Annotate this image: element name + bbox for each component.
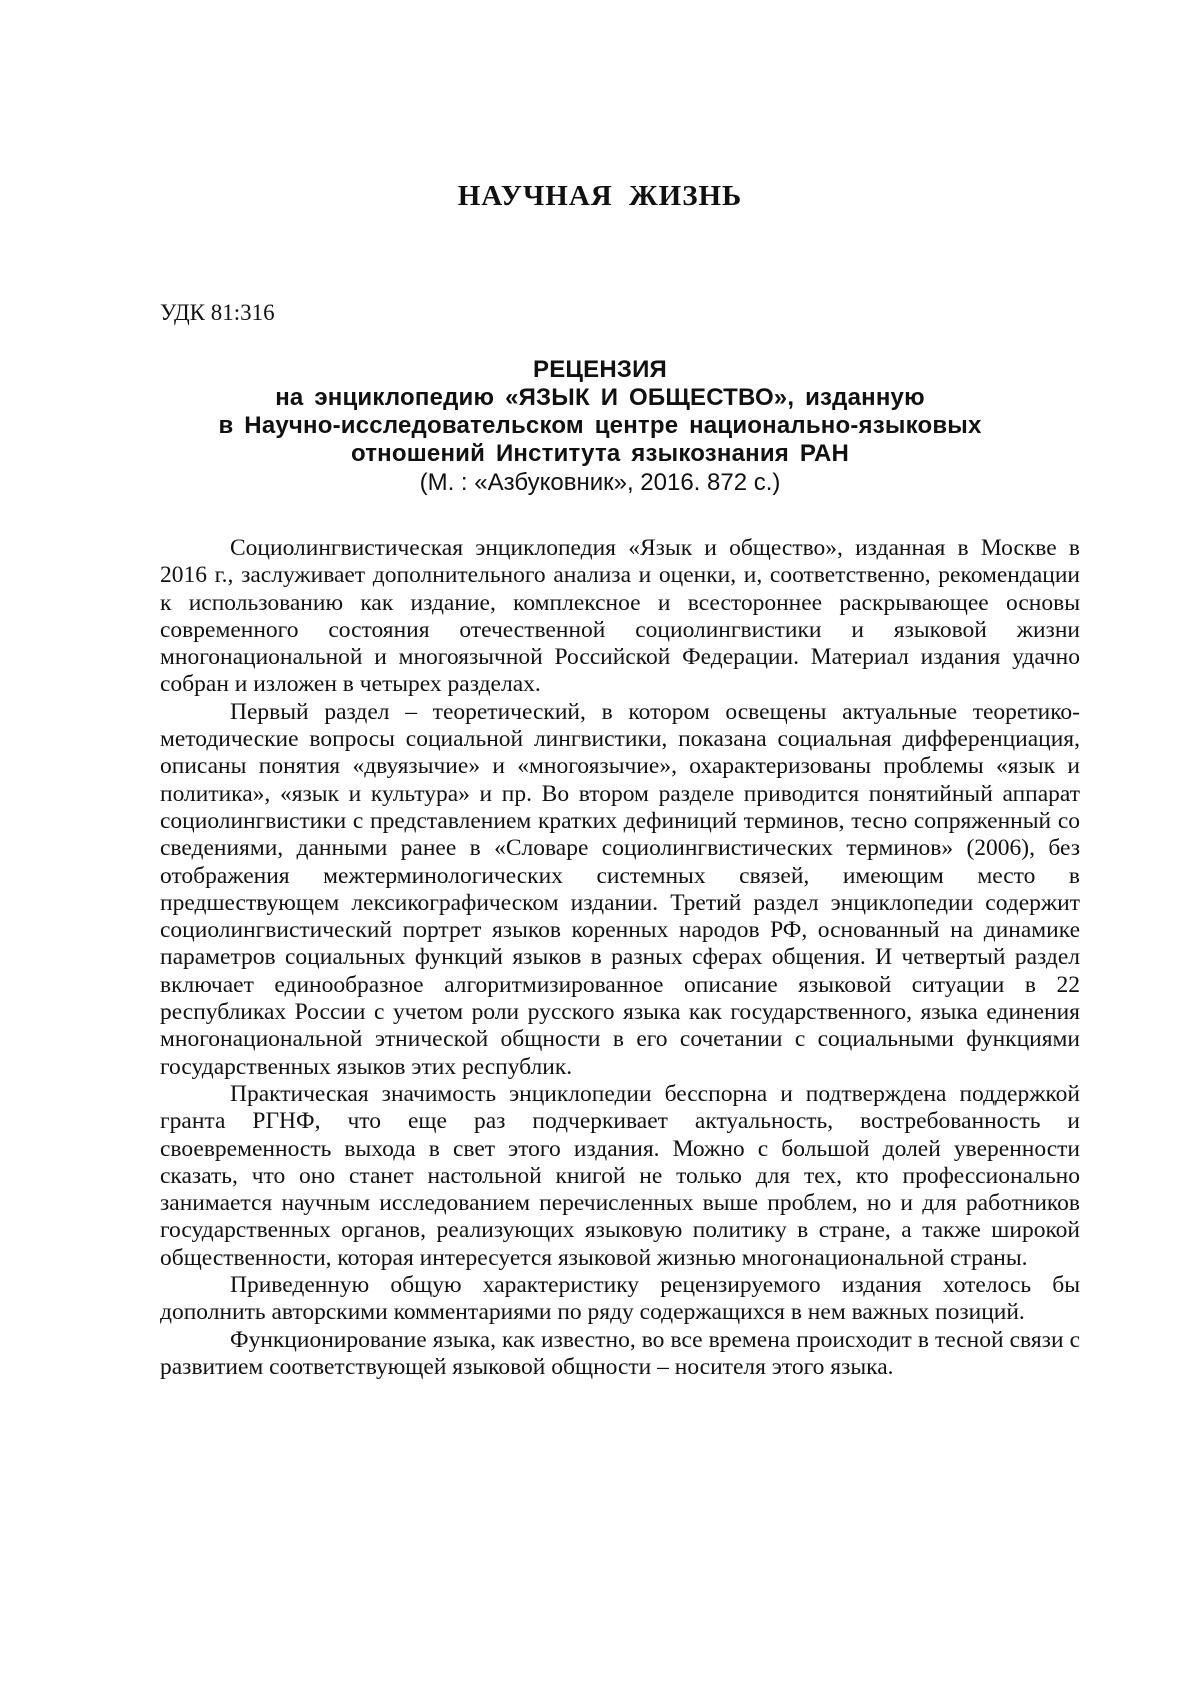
paragraph: Функционирование языка, как известно, во все времена происходит в тесной связи с развитием соответствующей языковой общности – носителя этого языка. bbox=[160, 1326, 1080, 1380]
udc-code: УДК 81:316 bbox=[160, 300, 275, 325]
paragraph: Практическая значимость энциклопедии бесспорна и подтверждена поддержкой гранта РГНФ, что еще раз подчеркивает актуальность, востребованность и своевременность выхода в свет этого издания. Можно с большой долей уверенности сказать, что оно станет настольной книгой не только для тех, кто профессионально занимается научным исследованием перечисленных выше проблем, но и для работников государственных органов, реализующих языковую политику в стране, а также широкой общественности, которая интересуется языковой жизнью многонациональной страны. bbox=[160, 1080, 1080, 1271]
review-title bbox=[150, 356, 1050, 498]
paragraph: Приведенную общую характеристику рецензируемого издания хотелось бы дополнить авторскими комментариями по ряду содержащихся в нем важных позиций. bbox=[160, 1272, 1080, 1326]
title-line-3: в Научно-исследовательском центре национально-языковых bbox=[218, 412, 982, 439]
title-bibliographic-info: (М. : «Азбуковник», 2016. 872 с.) bbox=[419, 469, 781, 496]
title-line-1: РЕЦЕНЗИЯ bbox=[532, 356, 668, 383]
title-line-4: отношений Института языкознания РАН bbox=[350, 440, 850, 467]
section-heading: НАУЧНАЯ ЖИЗНЬ bbox=[457, 180, 743, 212]
article-body bbox=[160, 535, 1080, 1381]
paragraph: Первый раздел – теоретический, в котором освещены актуальные теоретико-методические вопросы социальной лингвистики, показана социальная дифференциация, описаны понятия «двуязычие» и «многоязычие», охарактеризованы проблемы «язык и политика», «язык и культура» и пр. Во втором разделе приводится понятийный аппарат социолингвистики с представлением кратких дефиниций терминов, тесно сопряженный со сведениями, данными ранее в «Словаре социолингвистических терминов» (2006), без отображения межтерминологических системных связей, имеющим место в предшествующем лексикографическом издании. Третий раздел энциклопедии содержит социолингвистический портрет языков коренных народов РФ, основанный на динамике параметров социальных функций языков в разных сферах общения. И четвертый раздел включает единообразное алгоритмизированное описание языковой ситуации в 22 республиках России с учетом роли русского языка как государственного, языка единения многонациональной этнической общности в его сочетании с социальными функциями государственных языков этих республик. bbox=[160, 698, 1080, 1080]
title-line-2: на энциклопедию «ЯЗЫК И ОБЩЕСТВО», изданную bbox=[275, 384, 925, 411]
paragraph: Социолингвистическая энциклопедия «Язык и общество», изданная в Москве в 2016 г., заслуживает дополнительного анализа и оценки, и, соответственно, рекомендации к использованию как издание, комплексное и всестороннее раскрывающее основы современного состояния отечественной социолингвистики и языковой жизни многонациональной и многоязычной Российской Федерации. Материал издания удачно собран и изложен в четырех разделах. bbox=[160, 535, 1080, 698]
